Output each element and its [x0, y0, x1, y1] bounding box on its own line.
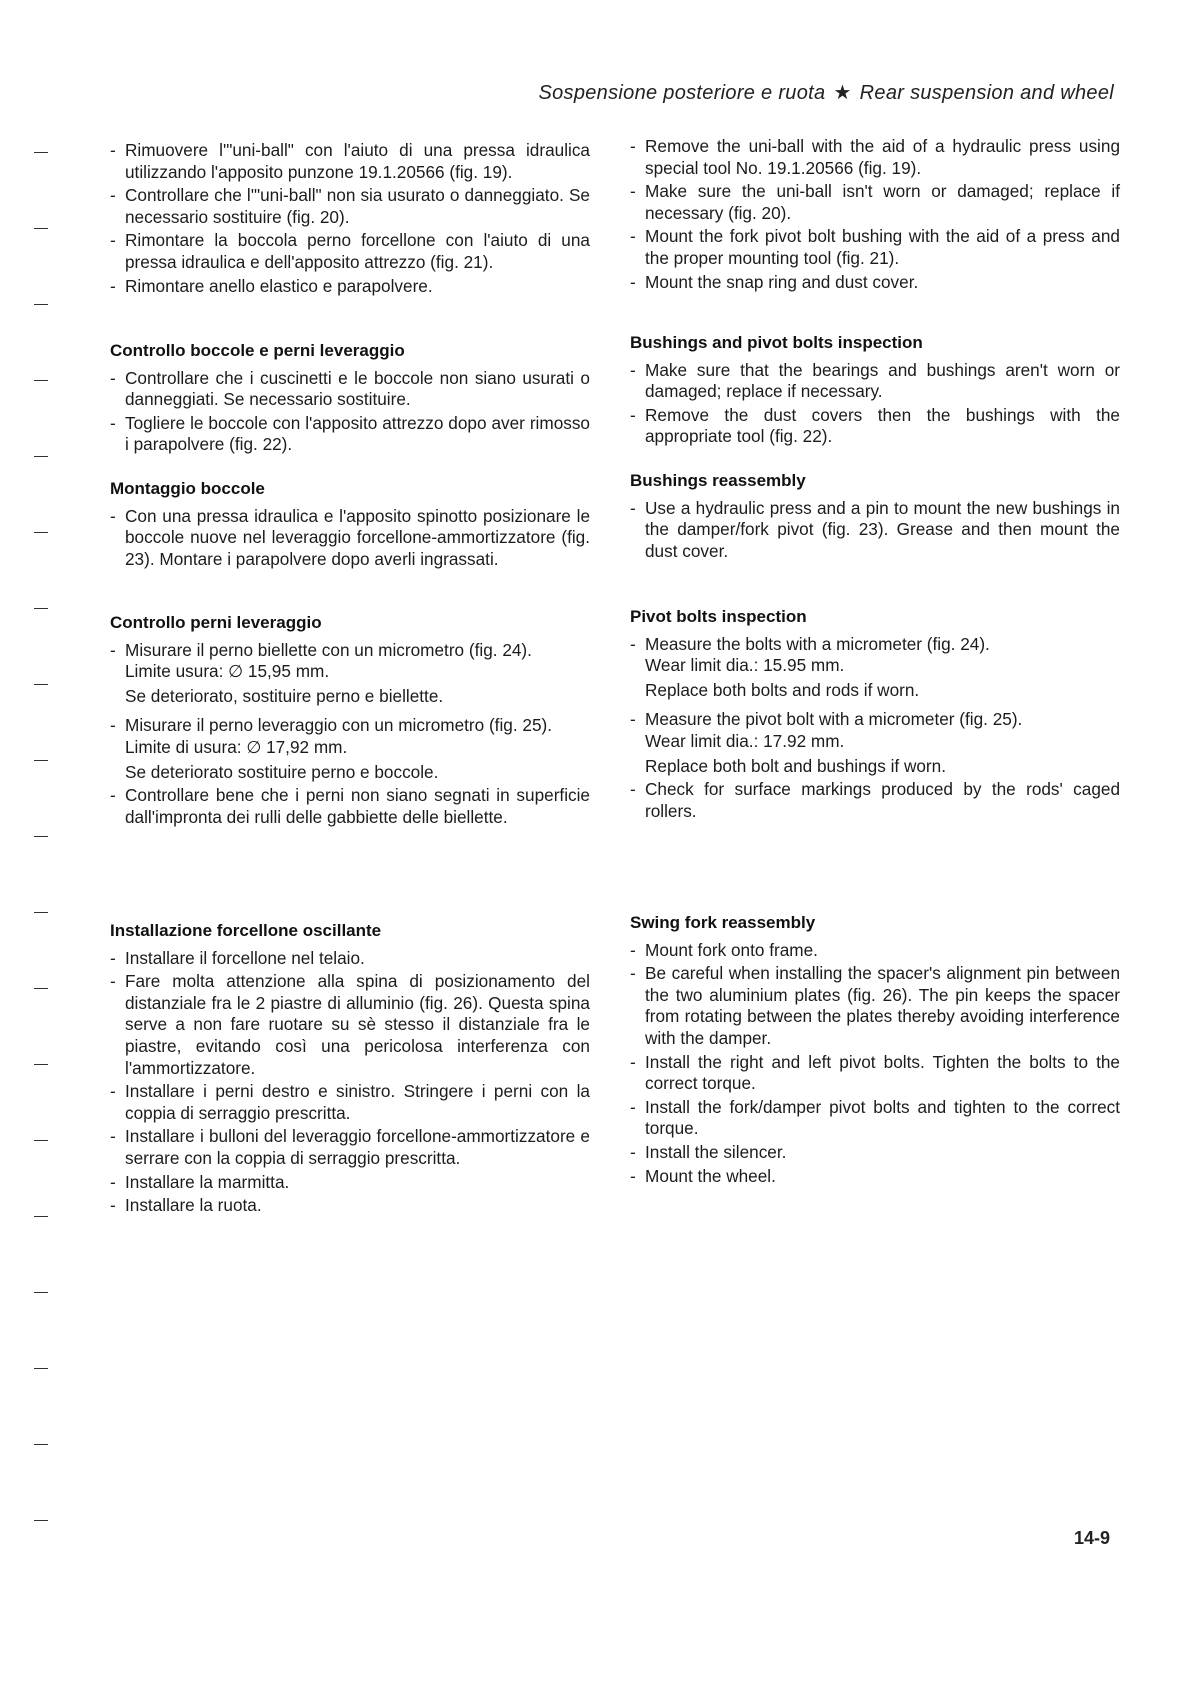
it-bushings-mount-list [110, 506, 590, 571]
it-pins-check-list [110, 640, 590, 829]
wear-limit: Wear limit dia.: 15.95 mm. [645, 655, 845, 676]
it-bushings-mount-section [110, 478, 590, 572]
binding-mark [34, 1064, 48, 1065]
en-bushings-check-section [630, 332, 1120, 450]
en-pins-check-list [630, 634, 1120, 823]
binding-mark [34, 912, 48, 913]
page-number: 14-9 [1073, 1528, 1110, 1548]
list-item: - Remove the dust covers then the bushings with the appropriate tool (fig. 22). [630, 405, 1120, 448]
section-title: Bushings reassembly [630, 471, 806, 490]
list-item: - Remove the uni-ball with the aid of a hydraulic press using special tool No. 19.1.20566 (fig. 19). [630, 136, 1120, 179]
star-icon: ★ [833, 82, 852, 104]
binding-mark [34, 608, 48, 609]
section-title: Controllo perni leveraggio [110, 613, 322, 632]
list-item: - Installare la marmitta. [110, 1172, 590, 1194]
binding-mark [34, 1140, 48, 1141]
section-title: Controllo boccole e perni leveraggio [110, 341, 405, 360]
list-item [110, 715, 590, 783]
en-swingarm-list [630, 940, 1120, 1188]
list-item: - Mount the snap ring and dust cover. [630, 272, 1120, 294]
header-italian: Sospensione posteriore e ruota [538, 82, 826, 104]
en-pins-check-section [630, 606, 1120, 824]
item-note: Replace both bolts and rods if worn. [645, 679, 920, 700]
list-item: - Install the fork/damper pivot bolts and tighten to the correct torque. [630, 1097, 1120, 1140]
list-item [630, 709, 1120, 777]
list-item: - Make sure the uni-ball isn't worn or damaged; replace if necessary (fig. 20). [630, 181, 1120, 224]
item-note: Se deteriorato, sostituire perno e biellette. [125, 685, 444, 706]
binding-mark [34, 1520, 48, 1521]
item-note: Replace both bolt and bushings if worn. [645, 755, 946, 776]
wear-limit: Wear limit dia.: 17.92 mm. [645, 730, 845, 751]
list-item: - Check for surface markings produced by the rods' caged rollers. [630, 779, 1120, 822]
section-title: Montaggio boccole [110, 479, 265, 498]
list-item: - Installare il forcellone nel telaio. [110, 948, 590, 970]
list-item: - Installare la ruota. [110, 1195, 590, 1217]
it-intro-list [110, 140, 590, 297]
binding-mark [34, 456, 48, 457]
section-title: Pivot bolts inspection [630, 607, 807, 626]
list-item: - Controllare che i cuscinetti e le boccole non siano usurati o danneggiati. Se necessario sostituire. [110, 368, 590, 411]
list-item [630, 634, 1120, 702]
it-swingarm-list [110, 948, 590, 1217]
list-item: - Installare i bulloni del leveraggio forcellone-ammortizzatore e serrare con la coppia di serraggio prescritta. [110, 1126, 590, 1169]
binding-mark [34, 1292, 48, 1293]
binding-mark [34, 532, 48, 533]
item-text: - Misurare il perno leveraggio con un micrometro (fig. 25). [125, 715, 553, 736]
list-item: - Install the silencer. [630, 1142, 1120, 1164]
en-intro-list [630, 136, 1120, 293]
item-text: - Measure the bolts with a micrometer (fig. 24). [645, 633, 990, 654]
binding-mark [34, 304, 48, 305]
binding-mark [34, 1444, 48, 1445]
binding-mark [34, 760, 48, 761]
it-bushings-check-section [110, 340, 590, 458]
list-item: - Mount the fork pivot bolt bushing with the aid of a press and the proper mounting tool (fig. 21). [630, 226, 1120, 269]
section-title: Bushings and pivot bolts inspection [630, 333, 923, 352]
list-item: - Controllare bene che i perni non siano segnati in superficie dall'impronta dei rulli delle gabbiette delle biellette. [110, 785, 590, 828]
list-item: - Rimontare anello elastico e parapolvere. [110, 276, 590, 298]
en-bushings-mount-list [630, 498, 1120, 563]
binding-mark [34, 1216, 48, 1217]
it-bushings-check-list [110, 368, 590, 456]
wear-limit: Limite usura: ∅ 15,95 mm. [125, 661, 330, 682]
binding-mark [34, 228, 48, 229]
en-bushings-mount-section [630, 470, 1120, 564]
header-english: Rear suspension and wheel [859, 82, 1114, 104]
item-text: - Misurare il perno biellette con un micrometro (fig. 24). [125, 639, 532, 660]
list-item: - Mount the wheel. [630, 1166, 1120, 1188]
list-item [110, 640, 590, 708]
list-item: - Installare i perni destro e sinistro. Stringere i perni con la coppia di serraggio prescritta. [110, 1081, 590, 1124]
list-item: - Be careful when installing the spacer's alignment pin between the two aluminium plates (fig. 26). The pin keeps the spacer from rotating between the plates thereby avoiding interference with the damper. [630, 963, 1120, 1049]
en-bushings-check-list [630, 360, 1120, 448]
list-item: - Con una pressa idraulica e l'apposito spinotto posizionare le boccole nuove nel leveraggio forcellone-ammortizzatore (fig. 23). Montare i parapolvere dopo averli ingrassati. [110, 506, 590, 571]
binding-mark [34, 380, 48, 381]
list-item: - Make sure that the bearings and bushings aren't worn or damaged; replace if necessary. [630, 360, 1120, 403]
binding-mark [34, 836, 48, 837]
section-title: Installazione forcellone oscillante [110, 921, 382, 940]
running-header [538, 80, 1114, 105]
list-item: - Controllare che l'"uni-ball" non sia usurato o danneggiato. Se necessario sostituire (fig. 20). [110, 185, 590, 228]
binding-mark [34, 988, 48, 989]
binding-marks [0, 0, 60, 1684]
binding-mark [34, 1368, 48, 1369]
en-intro-section [630, 136, 1120, 295]
list-item: - Rimontare la boccola perno forcellone con l'aiuto di una pressa idraulica e dell'apposito attrezzo (fig. 21). [110, 230, 590, 273]
en-swingarm-section [630, 912, 1120, 1189]
list-item: - Fare molta attenzione alla spina di posizionamento del distanziale fra le 2 piastre di alluminio (fig. 26). Questa spina serve a non fare ruotare su sè stesso il distanziale fra le piastre, evitando così una pericolosa interferenza con l'ammortizzatore. [110, 971, 590, 1079]
item-note: Se deteriorato sostituire perno e boccole. [125, 761, 439, 782]
list-item: - Rimuovere l'"uni-ball" con l'aiuto di una pressa idraulica utilizzando l'apposito punzone 19.1.20566 (fig. 19). [110, 140, 590, 183]
binding-mark [34, 684, 48, 685]
it-pins-check-section [110, 612, 590, 830]
list-item: - Mount fork onto frame. [630, 940, 1120, 962]
list-item: - Use a hydraulic press and a pin to mount the new bushings in the damper/fork pivot (fig. 23). Grease and then mount the dust cover. [630, 498, 1120, 563]
binding-mark [34, 152, 48, 153]
section-title: Swing fork reassembly [630, 913, 816, 932]
it-intro-section [110, 140, 590, 299]
list-item: - Togliere le boccole con l'apposito attrezzo dopo aver rimosso i parapolvere (fig. 22). [110, 413, 590, 456]
wear-limit: Limite di usura: ∅ 17,92 mm. [125, 736, 348, 757]
it-swingarm-section [110, 920, 590, 1219]
list-item: - Install the right and left pivot bolts. Tighten the bolts to the correct torque. [630, 1052, 1120, 1095]
item-text: - Measure the pivot bolt with a micrometer (fig. 25). [645, 709, 1023, 730]
